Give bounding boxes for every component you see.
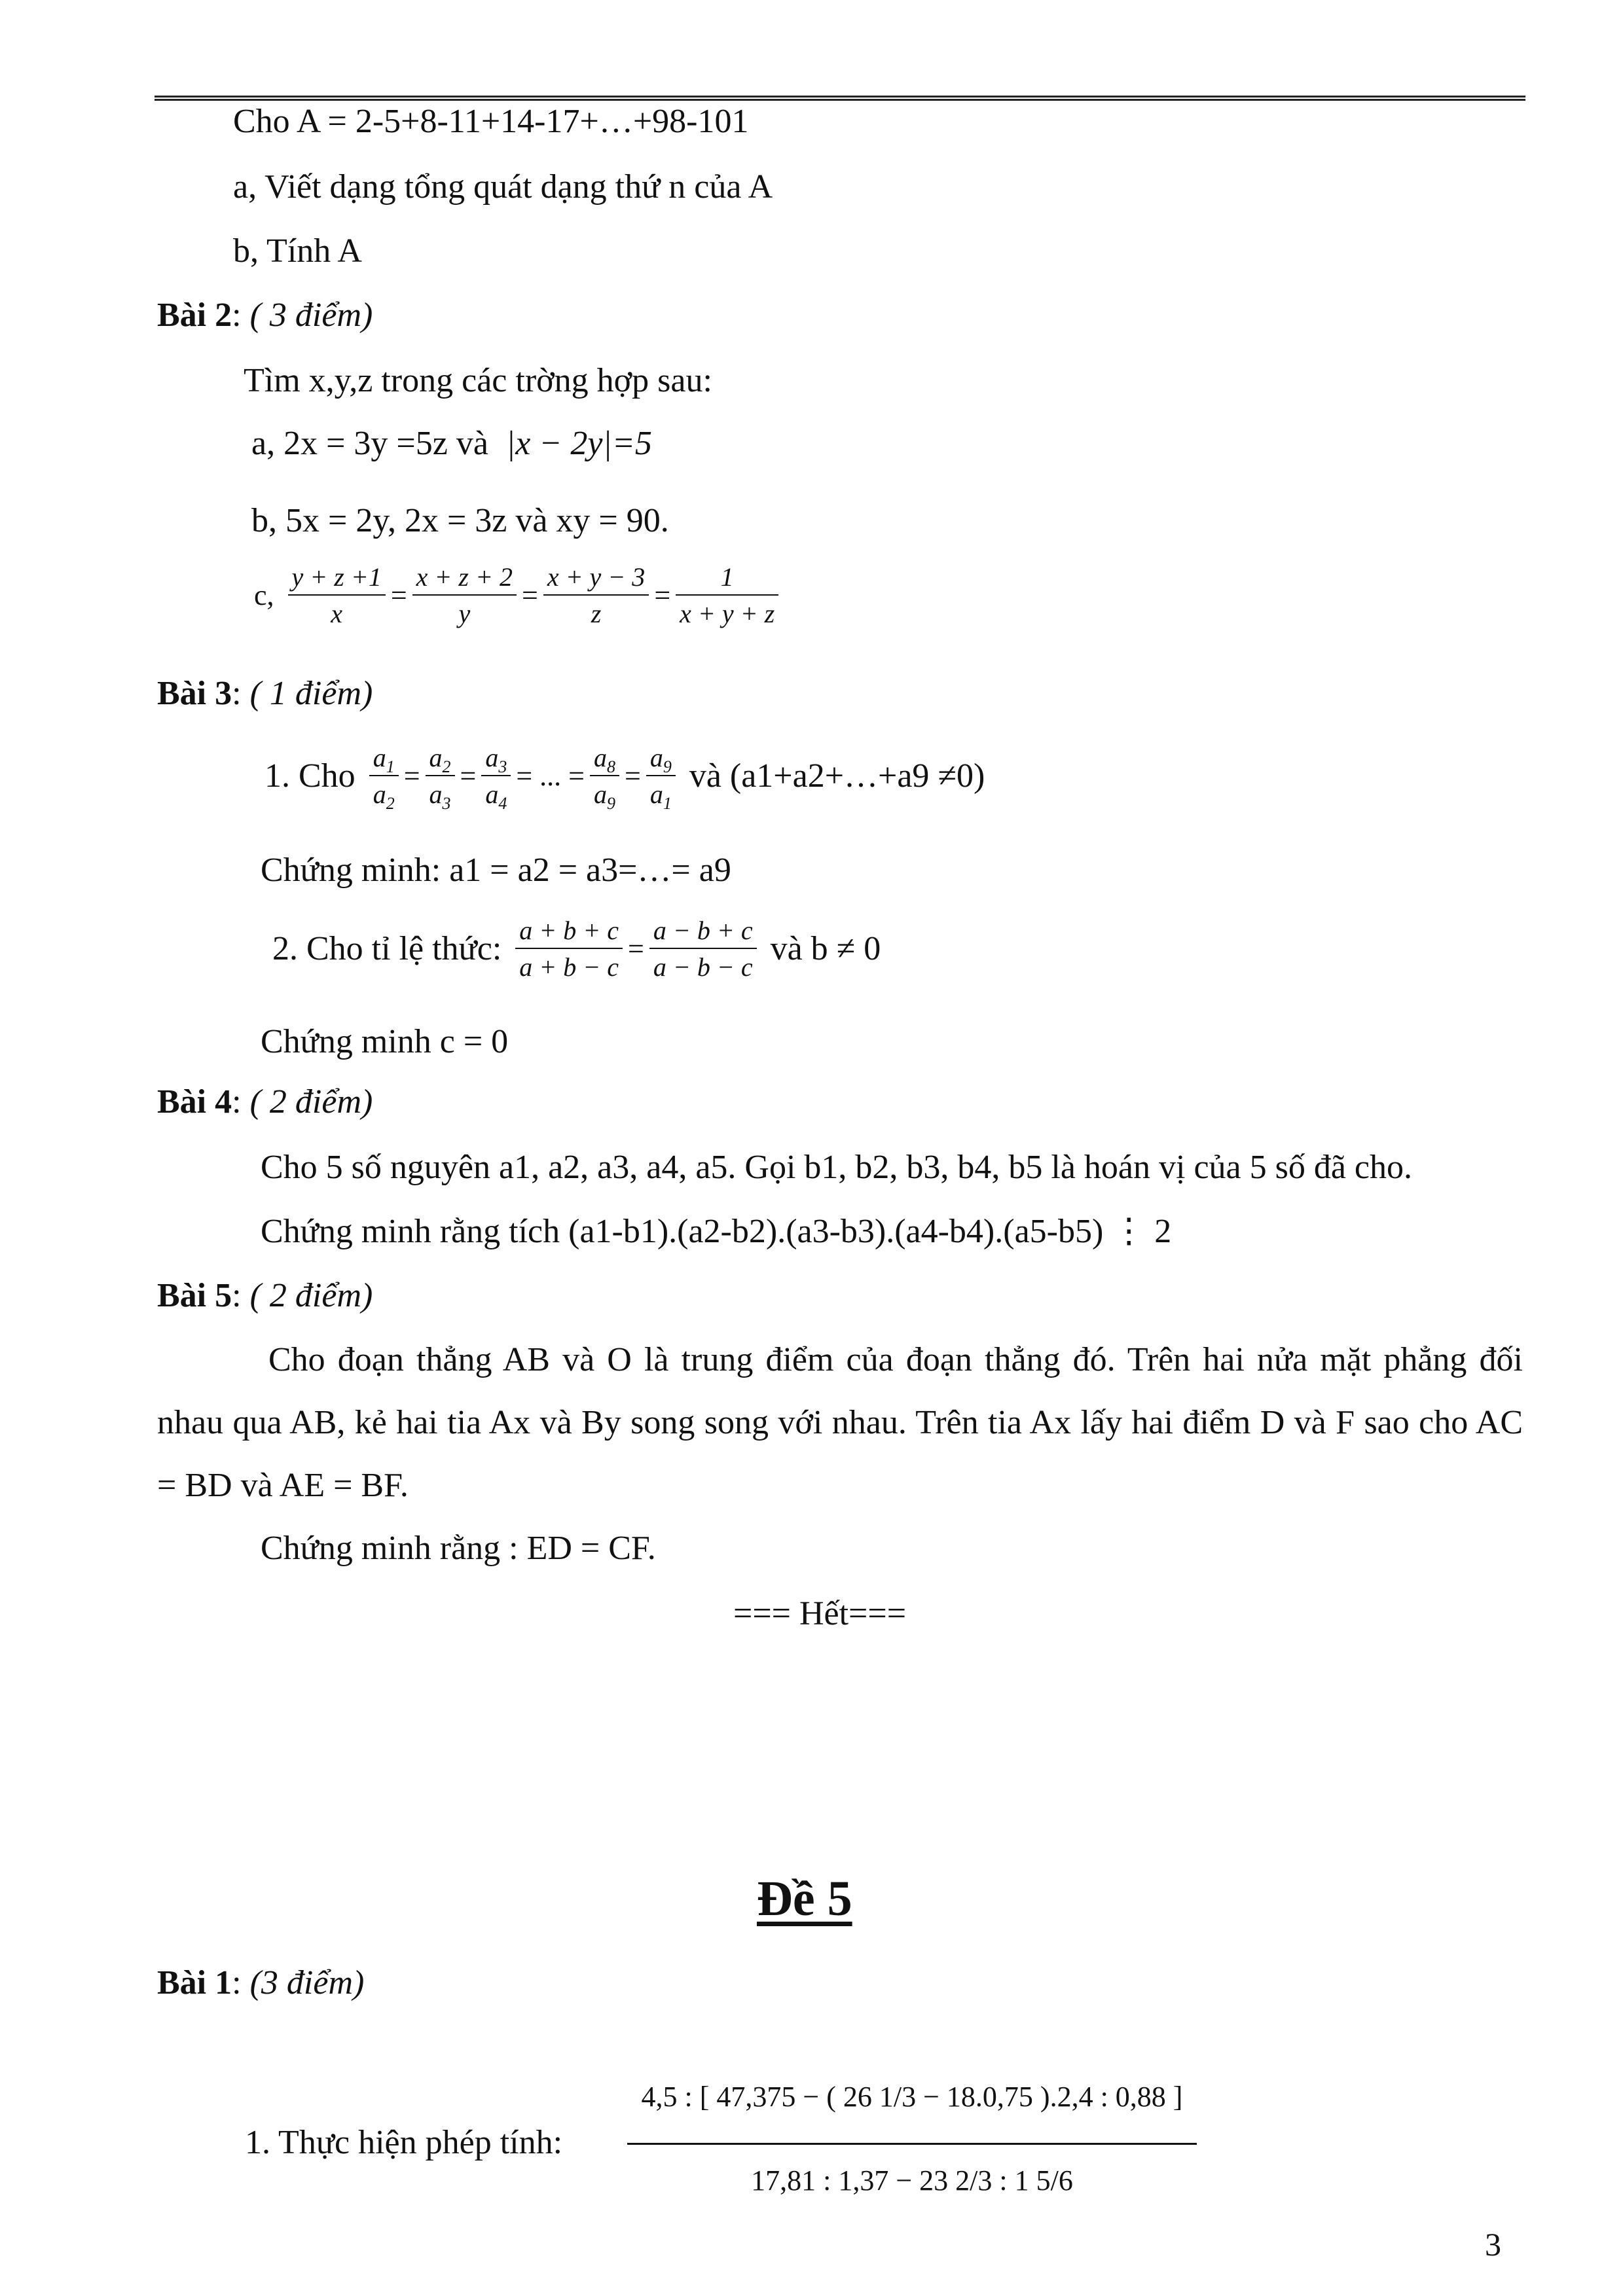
fraction-numerator: x + y − 3: [543, 564, 649, 596]
equals-sign: =: [390, 579, 407, 611]
fraction-numerator: 1: [676, 564, 778, 596]
fraction-denominator: x + y + z: [680, 599, 775, 628]
bai4-label: Bài 4: [157, 1083, 232, 1121]
equals-sign: =: [628, 933, 644, 965]
fraction-numerator: a − b + c: [649, 918, 757, 949]
bai3-item2-tail: và b ≠ 0: [770, 930, 881, 967]
bai4-line2: Chứng minh rằng tích (a1-b1).(a2-b2).(a3-b3).(a4-b4).(a5-b5) ⋮ 2: [261, 1213, 1172, 1250]
bai4-line1: Cho 5 số nguyên a1, a2, a3, a4, a5. Gọi b1, b2, b3, b4, b5 là hoán vị của 5 số đã cho.: [261, 1149, 1413, 1186]
computation-denominator: 17,81 : 1,37 − 23 2/3 : 1 5/6: [751, 2164, 1073, 2197]
bai4-points: ( 2 điểm): [249, 1083, 373, 1121]
bai3-item1-prove: Chứng minh: a1 = a2 = a3=…= a9: [261, 852, 731, 889]
fraction: $\frac{a_9}{a_1}$: [646, 745, 676, 808]
bai2-part-c: [251, 564, 781, 627]
bai3-item2-label: 2. Cho tỉ lệ thức:: [272, 930, 502, 967]
bai2-part-a-abs: |x − 2y|=5: [505, 425, 652, 462]
bai5-label: Bài 5: [157, 1277, 232, 1314]
end-mark: === Hết===: [733, 1595, 907, 1632]
fraction-denominator: z: [591, 599, 602, 628]
bai5-heading: Bài 5: ( 2 điểm): [157, 1277, 373, 1314]
fraction-denominator: y: [458, 599, 471, 628]
fraction: [515, 918, 623, 980]
bai2-label: Bài 2: [157, 296, 232, 334]
fraction: [543, 564, 649, 627]
exam-title: Đề 5: [757, 1871, 852, 1926]
de5-bai1-heading: Bài 1: (3 điểm): [157, 1964, 365, 2001]
fraction: [676, 564, 778, 627]
bai3-points: ( 1 điểm): [249, 675, 373, 712]
fraction: [412, 564, 517, 627]
fraction-bar: [627, 2143, 1197, 2145]
fraction: $\frac{a_1}{a_2}$: [369, 745, 399, 808]
fraction: $\frac{a_2}{a_3}$: [426, 745, 455, 808]
bai3-label: Bài 3: [157, 675, 232, 712]
equals-sign: =: [654, 579, 671, 611]
bai4-heading: Bài 4: ( 2 điểm): [157, 1083, 373, 1121]
intro-part-a: a, Viết dạng tổng quát dạng thứ n của A: [233, 168, 773, 206]
bai3-item2: [270, 918, 883, 980]
bai2-part-a-text: a, 2x = 3y =5z và: [251, 425, 488, 462]
fraction-numerator: y + z +1: [288, 564, 386, 596]
fraction: $\frac{a_8}{a_9}$: [590, 745, 619, 808]
bai5-points: ( 2 điểm): [249, 1277, 373, 1314]
bai3-item2-prove: Chứng minh c = 0: [261, 1023, 509, 1060]
bai3-heading: Bài 3: ( 1 điểm): [157, 675, 373, 712]
de5-item1: 1. Thực hiện phép tính:: [245, 2124, 563, 2161]
fraction-numerator: x + z + 2: [412, 564, 517, 596]
bai3-item1-tail: và (a1+a2+…+a9 ≠0): [689, 757, 985, 795]
bai2-heading: Bài 2: ( 3 điểm): [157, 296, 373, 334]
intro-part-b: b, Tính A: [233, 232, 362, 270]
bai2-prompt: Tìm x,y,z trong các trờng hợp sau:: [244, 362, 712, 399]
bai2-points: ( 3 điểm): [249, 296, 373, 334]
fraction-denominator: a + b − c: [519, 952, 619, 982]
de5-bai1-points: (3 điểm): [249, 1964, 365, 2001]
bai3-item1: 1. Cho $\frac{a_1}{a_2}$ = $\frac{a_2}{a_3}$ = $\frac{a_3}{a_4}$ = ... = $\frac{a_8}{a_9}$ = $\frac{a_9}{a_1}$ và (a1+a2+…+a9 ≠0): [264, 743, 985, 814]
bai2-part-a: [251, 427, 652, 461]
bai5-paragraph: Cho đoạn thẳng AB và O là trung điểm của đoạn thẳng đó. Trên hai nửa mặt phẳng đối nhau qua AB, kẻ hai tia Ax và By song song với nhau. Trên tia Ax lấy hai điểm D và F sao cho AC = BD và AE = BF.: [157, 1341, 1523, 1504]
header-rule: [155, 96, 1525, 101]
fraction: [288, 564, 386, 627]
fraction-denominator: x: [331, 599, 343, 628]
equals-sign: =: [521, 579, 538, 611]
computation-numerator: 4,5 : [ 47,375 − ( 26 1/3 − 18.0,75 ).2,4 : 0,88 ]: [641, 2081, 1183, 2113]
fraction: [649, 918, 757, 980]
de5-bai1-label: Bài 1: [157, 1964, 232, 2001]
bai2-part-b: b, 5x = 2y, 2x = 3z và xy = 90.: [251, 502, 669, 539]
bai2-part-c-label: c,: [254, 579, 274, 611]
fraction-numerator: a + b + c: [515, 918, 623, 949]
page-number: 3: [1485, 2226, 1501, 2263]
fraction: $\frac{a_3}{a_4}$: [481, 745, 511, 808]
computation-fraction: [627, 2056, 1197, 2195]
bai5-prove: Chứng minh rằng : ED = CF.: [261, 1530, 656, 1567]
fraction-denominator: a − b − c: [653, 952, 753, 982]
intro-given: Cho A = 2-5+8-11+14-17+…+98-101: [233, 103, 749, 140]
bai3-item1-label: 1. Cho: [264, 757, 356, 795]
